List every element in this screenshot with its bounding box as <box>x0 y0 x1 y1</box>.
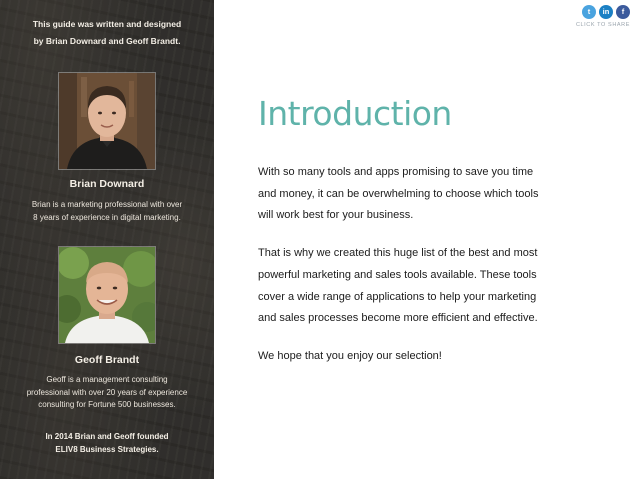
body-line: and money, it can be overwhelming to choose which tools <box>258 187 539 200</box>
author-bio-line: professional with over 20 years of experience <box>26 387 188 397</box>
body-line: We hope that you enjoy our selection! <box>258 349 442 362</box>
company-founding-line: ELIV8 Business Strategies. <box>55 445 159 454</box>
body-line: With so many tools and apps promising to save you time <box>258 166 534 178</box>
share-icons <box>550 5 630 19</box>
body-paragraph <box>258 162 613 227</box>
sidebar-intro-line: This guide was written and designed <box>32 19 182 29</box>
company-founding-note <box>0 430 214 456</box>
share-bar <box>550 5 630 28</box>
introduction-section <box>258 92 613 368</box>
author-bio <box>0 199 214 224</box>
author-sidebar <box>0 0 214 479</box>
facebook-icon[interactable]: f <box>616 5 630 19</box>
company-founding-line: In 2014 Brian and Geoff founded <box>45 432 169 441</box>
sidebar-intro-line: by Brian Downard and Geoff Brandt. <box>33 36 181 46</box>
body-line: cover a wide range of applications to help your marketing <box>258 290 537 303</box>
author-name: Brian Downard <box>69 178 145 190</box>
brian-downard-photo <box>58 72 156 170</box>
author-bio <box>0 374 214 412</box>
page-title: Introduction <box>258 94 452 133</box>
click-to-share-label[interactable]: CLICK TO SHARE <box>575 22 630 28</box>
body-line: powerful marketing and sales tools available. These tools <box>258 268 537 281</box>
body-paragraph <box>258 243 613 330</box>
body-line: will work best for your business. <box>258 209 414 222</box>
linkedin-icon[interactable]: in <box>599 5 613 19</box>
author-bio-line: consulting for Fortune 500 businesses. <box>38 400 176 409</box>
author-bio-line: Brian is a marketing professional with over <box>31 200 183 209</box>
body-line: and sales processes become more efficient and effective. <box>258 312 538 325</box>
twitter-icon[interactable]: t <box>582 5 596 19</box>
geoff-brandt-photo <box>58 246 156 344</box>
author-bio-line: Geoff is a management consulting <box>46 375 168 384</box>
body-line: That is why we created this huge list of the best and most <box>258 247 538 260</box>
body-paragraph <box>258 346 613 368</box>
author-bio-line: 8 years of experience in digital marketing. <box>33 212 181 222</box>
sidebar-intro <box>0 16 214 50</box>
author-name: Geoff Brandt <box>74 354 140 366</box>
